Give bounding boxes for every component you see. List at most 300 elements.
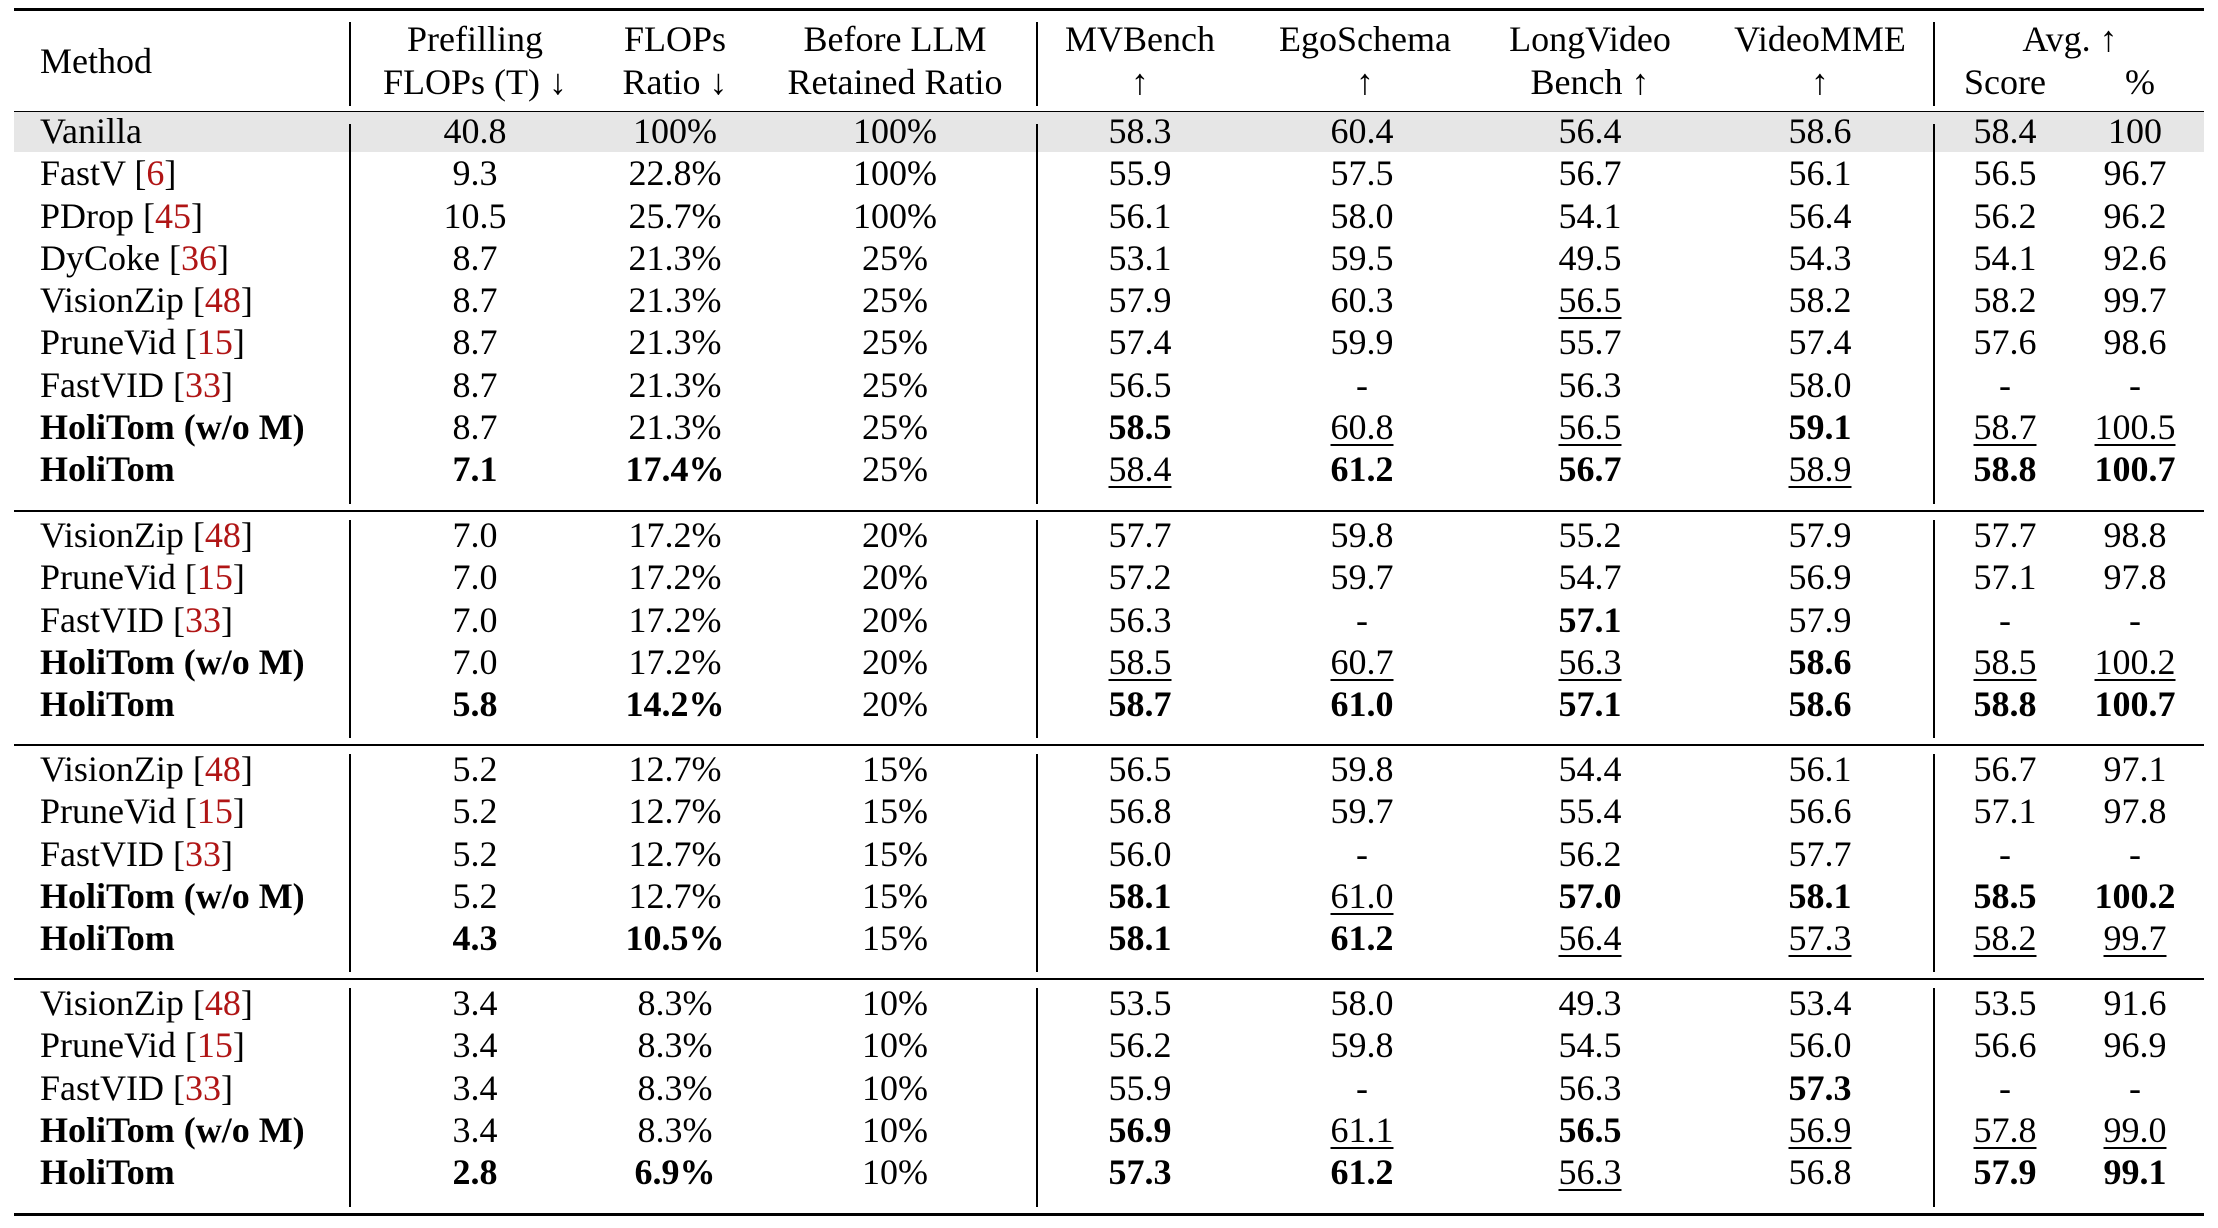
method-name bbox=[40, 641, 305, 683]
cell-prefill-flops: 5.2 bbox=[452, 833, 498, 874]
cell-flops-ratio: 17.2% bbox=[628, 599, 722, 640]
cell-longvideo-bench: 56.4 bbox=[1558, 918, 1622, 959]
cell-videomme: 58.2 bbox=[1788, 280, 1852, 321]
cell-avg-score: 58.5 bbox=[1973, 875, 2037, 916]
cell-avg-pct: - bbox=[2129, 599, 2141, 640]
cell-prefill-flops: 10.5 bbox=[443, 195, 507, 236]
citation-bracket: ] bbox=[240, 280, 253, 321]
cell-prefill-flops: 8.7 bbox=[452, 237, 498, 278]
cell-prefill-flops: 7.0 bbox=[452, 557, 498, 598]
group-separator-rule bbox=[14, 510, 2204, 512]
citation-link[interactable]: 36 bbox=[180, 237, 217, 278]
cell-avg-pct: 99.1 bbox=[2103, 1152, 2167, 1193]
cell-avg-pct: 98.6 bbox=[2103, 322, 2167, 363]
header-videomme-line2: ↑ bbox=[1811, 62, 1829, 102]
cell-egoschema: 61.2 bbox=[1330, 918, 1394, 959]
cell-egoschema: 59.8 bbox=[1330, 749, 1394, 789]
cell-mvbench: 53.1 bbox=[1108, 237, 1172, 278]
citation-link[interactable]: 15 bbox=[196, 1025, 233, 1066]
cell-retained-ratio: 25% bbox=[862, 449, 928, 490]
citation-bracket: ] bbox=[232, 791, 245, 832]
cell-prefill-flops: 3.4 bbox=[452, 1109, 498, 1150]
cell-longvideo-bench: 56.7 bbox=[1558, 449, 1622, 490]
citation-bracket: ] bbox=[232, 322, 245, 363]
citation-link[interactable]: 33 bbox=[184, 833, 221, 874]
cell-avg-score: 58.8 bbox=[1973, 684, 2037, 725]
method-name bbox=[40, 599, 233, 641]
cell-avg-score: 57.1 bbox=[1973, 791, 2037, 832]
cell-egoschema: 61.0 bbox=[1330, 684, 1394, 725]
cell-avg-pct: 91.6 bbox=[2103, 983, 2167, 1023]
header-mvbench-line1: MVBench bbox=[1065, 19, 1215, 59]
citation-bracket: ] bbox=[164, 153, 177, 194]
group-separator-rule bbox=[14, 978, 2204, 980]
cell-egoschema: 59.7 bbox=[1330, 791, 1394, 832]
cell-prefill-flops: 5.2 bbox=[452, 875, 498, 916]
header-prefill-line1: Prefilling bbox=[407, 19, 543, 59]
cell-longvideo-bench: 56.5 bbox=[1558, 406, 1622, 447]
cell-avg-pct: 96.7 bbox=[2103, 153, 2167, 194]
cell-avg-score: 53.5 bbox=[1973, 983, 2037, 1023]
cell-prefill-flops: 40.8 bbox=[443, 111, 507, 151]
citation-link[interactable]: 33 bbox=[184, 599, 221, 640]
cell-avg-pct: 100.2 bbox=[2094, 875, 2176, 916]
cell-egoschema: 61.2 bbox=[1330, 1152, 1394, 1193]
method-label: Vanilla bbox=[40, 111, 142, 151]
cell-avg-pct: - bbox=[2129, 1067, 2141, 1108]
citation-bracket: ] bbox=[220, 364, 233, 405]
header-prefill-line2: FLOPs (T) ↓ bbox=[382, 62, 567, 102]
cell-egoschema: 61.1 bbox=[1330, 1109, 1394, 1150]
header-videomme-line1: VideoMME bbox=[1734, 19, 1906, 59]
cell-avg-score: - bbox=[1999, 364, 2011, 405]
cell-longvideo-bench: 54.7 bbox=[1558, 557, 1622, 598]
citation-link[interactable]: 45 bbox=[155, 195, 191, 236]
method-name bbox=[40, 406, 305, 448]
cell-flops-ratio: 10.5% bbox=[625, 918, 725, 959]
cell-egoschema: 60.7 bbox=[1330, 641, 1394, 682]
cell-avg-score: 56.5 bbox=[1973, 153, 2037, 194]
cell-egoschema: 59.5 bbox=[1330, 237, 1394, 278]
cell-avg-pct: 100.5 bbox=[2094, 406, 2176, 447]
cell-egoschema: - bbox=[1356, 364, 1368, 405]
cell-flops-ratio: 6.9% bbox=[634, 1152, 716, 1193]
method-name bbox=[40, 748, 253, 790]
header-column-divider bbox=[349, 22, 351, 106]
cell-flops-ratio: 12.7% bbox=[628, 791, 722, 832]
cell-avg-pct: - bbox=[2129, 364, 2141, 405]
method-name bbox=[40, 556, 245, 598]
citation-bracket: ] bbox=[240, 983, 253, 1023]
citation-bracket: ] bbox=[240, 749, 253, 789]
header-mvbench-line2: ↑ bbox=[1131, 62, 1149, 102]
cell-avg-pct: 96.9 bbox=[2103, 1025, 2167, 1066]
method-name bbox=[40, 279, 253, 321]
cell-mvbench: 57.7 bbox=[1108, 515, 1172, 555]
cell-prefill-flops: 4.3 bbox=[452, 918, 498, 959]
cell-avg-pct: 97.8 bbox=[2103, 557, 2167, 598]
cell-avg-pct: 97.1 bbox=[2103, 749, 2167, 789]
method-name bbox=[40, 195, 203, 237]
cell-prefill-flops: 7.0 bbox=[452, 599, 498, 640]
cell-retained-ratio: 10% bbox=[862, 1152, 928, 1193]
cell-videomme: 58.6 bbox=[1788, 111, 1852, 151]
cell-prefill-flops: 5.8 bbox=[452, 684, 498, 725]
cell-retained-ratio: 10% bbox=[862, 1067, 928, 1108]
method-name bbox=[40, 875, 305, 917]
cell-avg-score: 58.4 bbox=[1973, 111, 2037, 151]
header-longvideo-line2: Bench ↑ bbox=[1530, 62, 1650, 102]
cell-avg-pct: 99.0 bbox=[2103, 1109, 2167, 1150]
cell-mvbench: 58.1 bbox=[1108, 918, 1172, 959]
cell-mvbench: 56.1 bbox=[1108, 195, 1172, 236]
cell-avg-score: - bbox=[1999, 599, 2011, 640]
cell-prefill-flops: 3.4 bbox=[452, 1067, 498, 1108]
method-name bbox=[40, 321, 245, 363]
column-divider bbox=[1036, 124, 1038, 504]
method-name bbox=[40, 1151, 175, 1193]
cell-avg-pct: 99.7 bbox=[2103, 280, 2167, 321]
cell-avg-pct: 100.7 bbox=[2094, 449, 2176, 490]
cell-videomme: 57.3 bbox=[1788, 918, 1852, 959]
cell-flops-ratio: 21.3% bbox=[628, 406, 722, 447]
method-name bbox=[40, 152, 176, 194]
cell-longvideo-bench: 55.2 bbox=[1558, 515, 1622, 555]
cell-videomme: 56.6 bbox=[1788, 791, 1852, 832]
column-divider bbox=[349, 124, 351, 504]
cell-retained-ratio: 20% bbox=[862, 515, 928, 555]
cell-mvbench: 55.9 bbox=[1108, 153, 1172, 194]
cell-avg-score: 58.5 bbox=[1973, 641, 2037, 682]
cell-flops-ratio: 12.7% bbox=[628, 875, 722, 916]
cell-retained-ratio: 15% bbox=[862, 833, 928, 874]
cell-avg-pct: 100.7 bbox=[2094, 684, 2176, 725]
cell-longvideo-bench: 56.2 bbox=[1558, 833, 1622, 874]
top-rule bbox=[14, 8, 2204, 11]
cell-mvbench: 57.9 bbox=[1108, 280, 1172, 321]
cell-videomme: 57.3 bbox=[1788, 1067, 1852, 1108]
cell-egoschema: 59.9 bbox=[1330, 322, 1394, 363]
method-label: HoliTom (w/o M) bbox=[40, 641, 305, 682]
header-method: Method bbox=[40, 41, 152, 81]
cell-egoschema: 57.5 bbox=[1330, 153, 1394, 194]
cell-longvideo-bench: 57.1 bbox=[1558, 599, 1622, 640]
cell-retained-ratio: 25% bbox=[862, 280, 928, 321]
column-divider bbox=[1036, 988, 1038, 1207]
cell-egoschema: - bbox=[1356, 833, 1368, 874]
method-label: PruneVid [ bbox=[40, 1025, 197, 1066]
cell-videomme: 57.4 bbox=[1788, 322, 1852, 363]
method-name bbox=[40, 110, 142, 152]
cell-prefill-flops: 7.1 bbox=[452, 449, 498, 490]
header-flops-ratio-line2: Ratio ↓ bbox=[622, 62, 728, 102]
citation-bracket: ] bbox=[220, 1067, 233, 1108]
cell-avg-score: - bbox=[1999, 1067, 2011, 1108]
method-label: FastVID [ bbox=[40, 1067, 185, 1108]
header-avg-pct: % bbox=[2125, 62, 2155, 102]
citation-link[interactable]: 48 bbox=[204, 515, 241, 555]
cell-retained-ratio: 20% bbox=[862, 684, 928, 725]
header-retained-line2: Retained Ratio bbox=[787, 62, 1003, 102]
cell-mvbench: 56.3 bbox=[1108, 599, 1172, 640]
citation-link[interactable]: 15 bbox=[196, 322, 233, 363]
cell-mvbench: 56.9 bbox=[1108, 1109, 1172, 1150]
cell-mvbench: 57.4 bbox=[1108, 322, 1172, 363]
cell-videomme: 58.9 bbox=[1788, 449, 1852, 490]
cell-avg-score: 56.6 bbox=[1973, 1025, 2037, 1066]
cell-egoschema: 60.4 bbox=[1330, 111, 1394, 151]
header-retained-line1: Before LLM bbox=[803, 19, 987, 59]
column-divider bbox=[1036, 754, 1038, 972]
cell-flops-ratio: 21.3% bbox=[628, 322, 722, 363]
cell-prefill-flops: 8.7 bbox=[452, 406, 498, 447]
cell-egoschema: 58.0 bbox=[1330, 983, 1394, 1023]
citation-link[interactable]: 33 bbox=[184, 364, 221, 405]
header-column-divider bbox=[1933, 22, 1935, 106]
cell-videomme: 56.0 bbox=[1788, 1025, 1852, 1066]
cell-longvideo-bench: 56.7 bbox=[1558, 153, 1622, 194]
cell-longvideo-bench: 56.3 bbox=[1558, 641, 1622, 682]
cell-flops-ratio: 17.2% bbox=[628, 557, 722, 598]
cell-flops-ratio: 17.2% bbox=[628, 515, 722, 555]
cell-videomme: 56.1 bbox=[1788, 749, 1852, 789]
cell-avg-score: 58.7 bbox=[1973, 406, 2037, 447]
header-longvideo-line1: LongVideo bbox=[1509, 19, 1671, 59]
cell-egoschema: 59.7 bbox=[1330, 557, 1394, 598]
header-egoschema-line1: EgoSchema bbox=[1279, 19, 1451, 59]
cell-prefill-flops: 3.4 bbox=[452, 983, 498, 1023]
cell-retained-ratio: 100% bbox=[853, 195, 937, 236]
cell-avg-score: 57.8 bbox=[1973, 1109, 2037, 1150]
header-flops-ratio-line1: FLOPs bbox=[623, 19, 727, 59]
cell-longvideo-bench: 56.5 bbox=[1558, 1109, 1622, 1150]
cell-retained-ratio: 20% bbox=[862, 599, 928, 640]
cell-avg-pct: 92.6 bbox=[2103, 237, 2167, 278]
cell-prefill-flops: 7.0 bbox=[452, 515, 498, 555]
method-label: VisionZip [ bbox=[40, 515, 205, 555]
column-divider bbox=[1933, 124, 1935, 504]
cell-videomme: 56.8 bbox=[1788, 1152, 1852, 1193]
cell-avg-pct: 100.2 bbox=[2094, 641, 2176, 682]
cell-prefill-flops: 8.7 bbox=[452, 322, 498, 363]
cell-retained-ratio: 10% bbox=[862, 1109, 928, 1150]
citation-bracket: ] bbox=[220, 599, 233, 640]
cell-avg-pct: 96.2 bbox=[2103, 195, 2167, 236]
column-divider bbox=[349, 520, 351, 738]
header-avg-score: Score bbox=[1964, 62, 2046, 102]
citation-link[interactable]: 33 bbox=[184, 1067, 221, 1108]
cell-avg-pct: 98.8 bbox=[2103, 515, 2167, 555]
group-separator-rule bbox=[14, 1213, 2204, 1216]
column-divider bbox=[1933, 988, 1935, 1207]
cell-prefill-flops: 2.8 bbox=[452, 1152, 498, 1193]
method-name bbox=[40, 790, 245, 832]
column-divider bbox=[349, 754, 351, 972]
cell-longvideo-bench: 49.3 bbox=[1558, 983, 1622, 1023]
cell-prefill-flops: 9.3 bbox=[452, 153, 498, 194]
cell-mvbench: 55.9 bbox=[1108, 1067, 1172, 1108]
cell-longvideo-bench: 56.3 bbox=[1558, 1152, 1622, 1193]
cell-videomme: 57.9 bbox=[1788, 599, 1852, 640]
cell-longvideo-bench: 57.1 bbox=[1558, 684, 1622, 725]
cell-egoschema: 59.8 bbox=[1330, 515, 1394, 555]
cell-egoschema: - bbox=[1356, 1067, 1368, 1108]
header-avg: Avg. ↑ bbox=[2022, 19, 2118, 59]
method-name bbox=[40, 1024, 245, 1066]
citation-link[interactable]: 48 bbox=[204, 983, 241, 1023]
cell-mvbench: 56.5 bbox=[1108, 364, 1172, 405]
cell-videomme: 58.6 bbox=[1788, 641, 1852, 682]
citation-link[interactable]: 48 bbox=[204, 749, 241, 789]
cell-avg-pct: 99.7 bbox=[2103, 918, 2167, 959]
cell-avg-score: 56.2 bbox=[1973, 195, 2037, 236]
cell-longvideo-bench: 54.4 bbox=[1558, 749, 1622, 789]
column-divider bbox=[1933, 520, 1935, 738]
cell-egoschema: 61.2 bbox=[1330, 449, 1394, 490]
cell-videomme: 58.6 bbox=[1788, 684, 1852, 725]
cell-flops-ratio: 8.3% bbox=[637, 983, 713, 1023]
cell-prefill-flops: 5.2 bbox=[452, 749, 498, 789]
cell-flops-ratio: 17.4% bbox=[625, 449, 725, 490]
cell-flops-ratio: 8.3% bbox=[637, 1109, 713, 1150]
method-name bbox=[40, 448, 175, 490]
cell-avg-score: 57.9 bbox=[1973, 1152, 2037, 1193]
method-label: VisionZip [ bbox=[40, 280, 205, 321]
method-name bbox=[40, 1067, 233, 1109]
cell-flops-ratio: 22.8% bbox=[628, 153, 722, 194]
cell-mvbench: 58.5 bbox=[1108, 641, 1172, 682]
cell-longvideo-bench: 56.3 bbox=[1558, 364, 1622, 405]
cell-retained-ratio: 15% bbox=[862, 875, 928, 916]
citation-bracket: ] bbox=[220, 833, 233, 874]
cell-egoschema: - bbox=[1356, 599, 1368, 640]
cell-videomme: 58.0 bbox=[1788, 364, 1852, 405]
column-divider bbox=[1933, 754, 1935, 972]
cell-flops-ratio: 25.7% bbox=[628, 195, 722, 236]
cell-retained-ratio: 10% bbox=[862, 983, 928, 1023]
cell-flops-ratio: 8.3% bbox=[637, 1067, 713, 1108]
method-name bbox=[40, 237, 229, 279]
cell-flops-ratio: 100% bbox=[633, 111, 717, 151]
header-column-divider bbox=[1036, 22, 1038, 106]
method-label: FastV [ bbox=[40, 153, 147, 194]
cell-retained-ratio: 25% bbox=[862, 237, 928, 278]
citation-link[interactable]: 48 bbox=[204, 280, 241, 321]
cell-prefill-flops: 8.7 bbox=[452, 364, 498, 405]
method-label: HoliTom bbox=[40, 449, 175, 490]
cell-prefill-flops: 8.7 bbox=[452, 280, 498, 321]
cell-retained-ratio: 15% bbox=[862, 749, 928, 789]
cell-retained-ratio: 25% bbox=[862, 322, 928, 363]
cell-prefill-flops: 3.4 bbox=[452, 1025, 498, 1066]
citation-bracket: ] bbox=[191, 195, 203, 236]
cell-longvideo-bench: 55.7 bbox=[1558, 322, 1622, 363]
method-label: PruneVid [ bbox=[40, 557, 197, 598]
cell-videomme: 56.1 bbox=[1788, 153, 1852, 194]
cell-retained-ratio: 25% bbox=[862, 364, 928, 405]
cell-videomme: 53.4 bbox=[1788, 983, 1852, 1023]
cell-egoschema: 61.0 bbox=[1330, 875, 1394, 916]
cell-egoschema: 60.3 bbox=[1330, 280, 1394, 321]
cell-flops-ratio: 12.7% bbox=[628, 749, 722, 789]
cell-videomme: 57.9 bbox=[1788, 515, 1852, 555]
method-label: PruneVid [ bbox=[40, 791, 197, 832]
method-label: HoliTom bbox=[40, 684, 175, 725]
cell-egoschema: 58.0 bbox=[1330, 195, 1394, 236]
cell-mvbench: 56.0 bbox=[1108, 833, 1172, 874]
cell-longvideo-bench: 55.4 bbox=[1558, 791, 1622, 832]
method-name bbox=[40, 982, 253, 1024]
cell-flops-ratio: 21.3% bbox=[628, 237, 722, 278]
cell-mvbench: 58.1 bbox=[1108, 875, 1172, 916]
cell-avg-score: 58.8 bbox=[1973, 449, 2037, 490]
cell-retained-ratio: 100% bbox=[853, 111, 937, 151]
method-label: HoliTom (w/o M) bbox=[40, 1109, 305, 1150]
cell-longvideo-bench: 54.5 bbox=[1558, 1025, 1622, 1066]
cell-avg-score: 58.2 bbox=[1973, 280, 2037, 321]
cell-avg-pct: - bbox=[2129, 833, 2141, 874]
cell-retained-ratio: 20% bbox=[862, 641, 928, 682]
cell-flops-ratio: 21.3% bbox=[628, 364, 722, 405]
group-separator-rule bbox=[14, 744, 2204, 746]
cell-longvideo-bench: 49.5 bbox=[1558, 237, 1622, 278]
method-name bbox=[40, 833, 233, 875]
method-label: HoliTom (w/o M) bbox=[40, 406, 305, 447]
method-label: HoliTom bbox=[40, 1152, 175, 1193]
citation-link[interactable]: 15 bbox=[196, 791, 233, 832]
cell-retained-ratio: 25% bbox=[862, 406, 928, 447]
cell-avg-score: - bbox=[1999, 833, 2011, 874]
citation-bracket: ] bbox=[240, 515, 253, 555]
citation-link[interactable]: 15 bbox=[196, 557, 233, 598]
method-name bbox=[40, 917, 175, 959]
citation-link[interactable]: 6 bbox=[146, 153, 165, 194]
cell-avg-score: 57.6 bbox=[1973, 322, 2037, 363]
cell-mvbench: 56.5 bbox=[1108, 749, 1172, 789]
cell-longvideo-bench: 56.3 bbox=[1558, 1067, 1622, 1108]
citation-bracket: ] bbox=[232, 557, 245, 598]
cell-retained-ratio: 20% bbox=[862, 557, 928, 598]
cell-prefill-flops: 7.0 bbox=[452, 641, 498, 682]
method-label: VisionZip [ bbox=[40, 749, 205, 789]
cell-videomme: 58.1 bbox=[1788, 875, 1852, 916]
cell-egoschema: 60.8 bbox=[1330, 406, 1394, 447]
cell-flops-ratio: 14.2% bbox=[625, 684, 725, 725]
method-name bbox=[40, 683, 175, 725]
method-label: FastVID [ bbox=[40, 599, 185, 640]
cell-retained-ratio: 10% bbox=[862, 1025, 928, 1066]
cell-avg-score: 56.7 bbox=[1973, 749, 2037, 789]
cell-videomme: 56.4 bbox=[1788, 195, 1852, 236]
cell-flops-ratio: 12.7% bbox=[628, 833, 722, 874]
cell-mvbench: 58.5 bbox=[1108, 406, 1172, 447]
cell-retained-ratio: 15% bbox=[862, 791, 928, 832]
method-label: PDrop [ bbox=[40, 195, 155, 236]
method-label: VisionZip [ bbox=[40, 983, 205, 1023]
method-name bbox=[40, 364, 233, 406]
cell-egoschema: 59.8 bbox=[1330, 1025, 1394, 1066]
citation-bracket: ] bbox=[232, 1025, 245, 1066]
cell-retained-ratio: 100% bbox=[853, 153, 937, 194]
cell-avg-score: 58.2 bbox=[1973, 918, 2037, 959]
cell-mvbench: 58.4 bbox=[1108, 449, 1172, 490]
method-label: HoliTom bbox=[40, 918, 175, 959]
method-label: FastVID [ bbox=[40, 833, 185, 874]
cell-avg-pct: 100 bbox=[2108, 111, 2162, 151]
cell-videomme: 59.1 bbox=[1788, 406, 1852, 447]
cell-mvbench: 58.3 bbox=[1108, 111, 1172, 151]
cell-longvideo-bench: 56.4 bbox=[1558, 111, 1622, 151]
